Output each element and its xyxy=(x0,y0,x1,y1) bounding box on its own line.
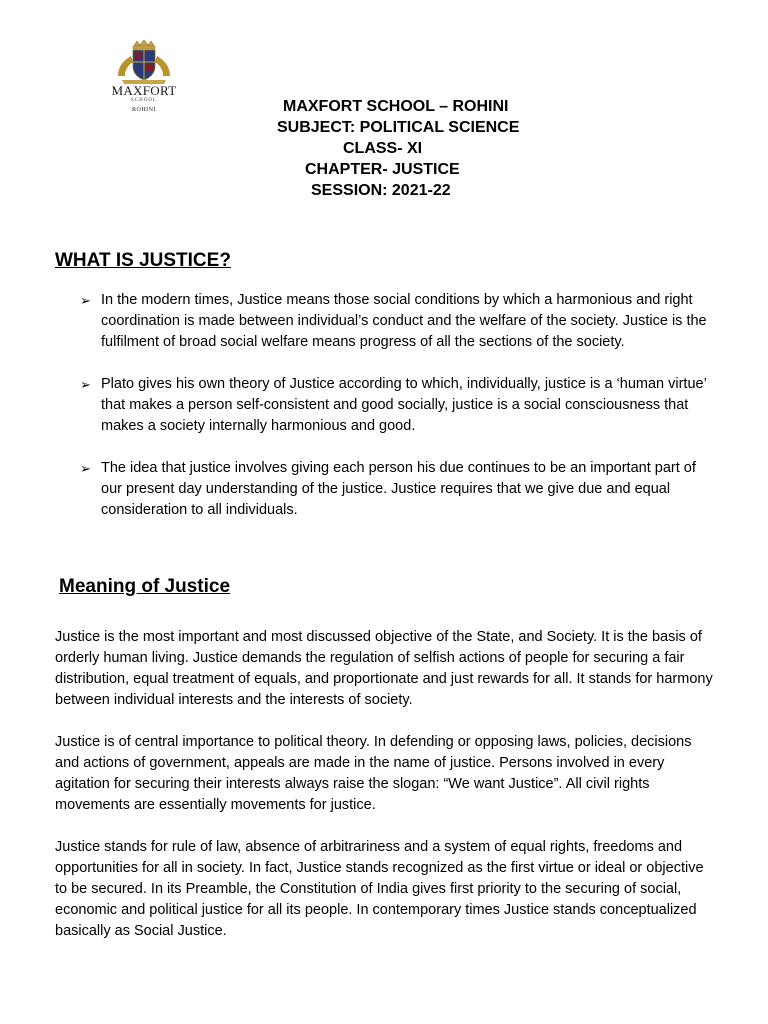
subject-line: SUBJECT: POLITICAL SCIENCE xyxy=(277,119,520,136)
arrow-bullet-icon: ➢ xyxy=(80,293,91,308)
body-paragraphs xyxy=(55,627,715,963)
session-line: SESSION: 2021-22 xyxy=(311,182,451,199)
section-heading-what-is-justice: WHAT IS JUSTICE? xyxy=(55,250,231,271)
document-header xyxy=(0,96,768,201)
section-heading-meaning-of-justice: Meaning of Justice xyxy=(59,576,231,597)
paragraph: Justice is the most important and most discussed objective of the State, and Society. It is the basis of orderly human living. Justice demands the regulation of selfish actions of people for securing a fair distribution, equal treatment of equals, and proportionate and just rewards for all. It stands for harmony between individual interests and the interests of society. xyxy=(55,629,713,708)
class-line: CLASS- XI xyxy=(343,140,423,157)
list-item xyxy=(80,290,720,353)
crest-icon xyxy=(104,40,184,84)
logo-name: MAXFORT xyxy=(111,83,177,98)
logo-place: ROHINI xyxy=(132,107,156,113)
arrow-bullet-icon: ➢ xyxy=(80,377,91,392)
bullet-text: Plato gives his own theory of Justice according to which, individually, justice is a ‘human virtue’ that makes a person self-consistent and good socially, justice is a social consciousness that makes a society internally harmonious and good. xyxy=(101,376,707,434)
list-item xyxy=(80,374,720,437)
logo-subtitle: SCHOOL xyxy=(130,98,157,103)
bullet-list xyxy=(80,290,720,542)
chapter-line: CHAPTER- JUSTICE xyxy=(305,161,460,178)
arrow-bullet-icon: ➢ xyxy=(80,461,91,476)
paragraph: Justice stands for rule of law, absence of arbitrariness and a system of equal rights, freedoms and opportunities for all in society. In fact, Justice stands recognized as the first virtue or ideal or objective to be secured. In its Preamble, the Constitution of India gives first priority to the securing of social, economic and political justice for all its people. In contemporary times Justice stands conceptualized basically as Social Justice. xyxy=(55,839,704,939)
school-name: MAXFORT SCHOOL – ROHINI xyxy=(283,98,509,115)
bullet-text: In the modern times, Justice means those social conditions by which a harmonious and right coordination is made between individual’s conduct and the welfare of the society. Justice is the fulfilment of broad social welfare means progress of all the sections of the society. xyxy=(101,292,707,350)
bullet-text: The idea that justice involves giving each person his due continues to be an important part of our present day understanding of the justice. Justice requires that we give due and equal consideration to all individuals. xyxy=(101,460,696,518)
list-item xyxy=(80,458,720,521)
paragraph: Justice is of central importance to political theory. In defending or opposing laws, policies, decisions and actions of government, appeals are made in the name of justice. Persons involved in every agitation for securing their interests always raise the slogan: “We want Justice”. All civil rights movements are essentially movements for justice. xyxy=(55,734,692,813)
